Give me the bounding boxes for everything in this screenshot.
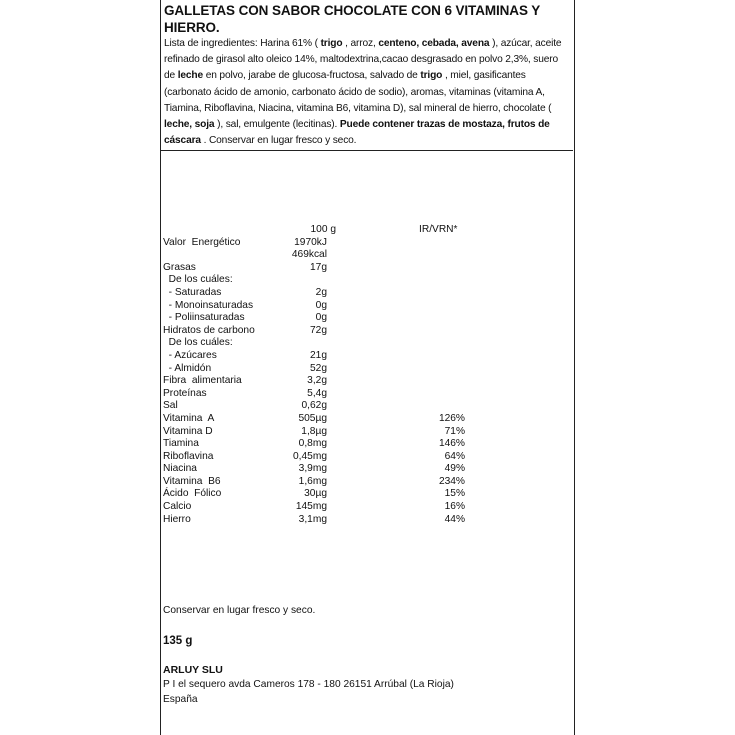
- nutrient-percent: 44%: [444, 513, 465, 525]
- nutrition-row: [163, 501, 568, 514]
- ingredient-text: , arroz,: [342, 38, 379, 49]
- nutrient-percent: 49%: [444, 463, 465, 475]
- nutrient-value: 52g: [310, 362, 327, 374]
- nutrient-name: - Azúcares: [163, 349, 217, 361]
- nutrient-value: 3,1mg: [298, 513, 327, 525]
- reference-intake-header: IR/VRN*: [419, 224, 458, 235]
- allergen-text: leche, soja: [164, 119, 215, 131]
- nutrient-name: Ácido Fólico: [163, 488, 222, 500]
- nutrition-row: [163, 237, 568, 250]
- nutrient-name: Vitamina D: [163, 425, 213, 437]
- nutrition-row: [163, 476, 568, 489]
- nutrient-value: 3,9mg: [298, 463, 327, 475]
- nutrient-name: Hierro: [163, 513, 191, 525]
- nutrient-name: De los cuáles:: [163, 337, 233, 349]
- nutrition-row: [163, 388, 568, 401]
- nutrient-name: Hidratos de carbono: [163, 324, 255, 336]
- nutrient-value: 72g: [310, 324, 327, 336]
- nutrition-row: [163, 337, 568, 350]
- ingredients-list: [164, 36, 570, 149]
- nutrition-row: [163, 287, 568, 300]
- ingredient-text: Lista de ingredientes: Harina 61% (: [164, 38, 321, 49]
- nutrient-value: 2g: [315, 286, 327, 298]
- nutrient-name: Tiamina: [163, 438, 199, 450]
- nutrition-row: [163, 463, 568, 476]
- nutrient-name: - Monoinsaturadas: [163, 299, 254, 311]
- nutrient-name: Valor Energético: [163, 236, 241, 248]
- ingredient-text: . Conservar en lugar fresco y seco.: [200, 135, 357, 147]
- nutrient-name: Proteínas: [163, 387, 207, 399]
- nutrient-name: Riboflavina: [163, 450, 214, 462]
- storage-note: Conservar en lugar fresco y seco.: [163, 605, 316, 616]
- nutrient-name: - Poliinsaturadas: [163, 312, 245, 324]
- nutrition-row: [163, 375, 568, 388]
- nutrient-value: 145mg: [295, 501, 327, 513]
- allergen-text: trigo: [320, 38, 343, 49]
- nutrient-name: - Saturadas: [163, 286, 222, 298]
- ingredient-text: ), azúcar, aceite refinado de girasol alto oleico 14%, maltodextrina,cacao desgrasado en polvo 2,3%, suero de: [164, 38, 562, 82]
- nutrient-name: Grasas: [163, 261, 196, 273]
- nutrition-row: [163, 363, 568, 376]
- nutrient-percent: 126%: [438, 412, 465, 424]
- allergen-text: leche: [177, 70, 204, 82]
- nutrient-name: Fibra alimentaria: [163, 375, 242, 387]
- ingredient-text: ), sal, emulgente (lecitinas).: [214, 119, 340, 131]
- nutrient-value: 30µg: [304, 488, 327, 500]
- allergen-text: centeno, cebada, avena: [378, 38, 490, 49]
- nutrient-value: 17g: [310, 261, 327, 273]
- nutrient-value: 469kcal: [291, 249, 327, 261]
- nutrient-value: 1970kJ: [294, 236, 327, 248]
- nutrition-row: [163, 451, 568, 464]
- section-divider: [160, 150, 573, 151]
- nutrient-name: De los cuáles:: [163, 274, 233, 286]
- product-title: GALLETAS CON SABOR CHOCOLATE CON 6 VITAMINAS Y HIERRO.: [164, 3, 540, 35]
- nutrition-row: [163, 413, 568, 426]
- net-weight: 135 g: [163, 635, 193, 647]
- nutrition-row: [163, 325, 568, 338]
- nutrient-value: 1,8µg: [301, 425, 327, 437]
- nutrient-value: 0,62g: [301, 400, 327, 412]
- nutrition-row: [163, 274, 568, 287]
- manufacturer-address: P I el sequero avda Cameros 178 - 180 26151 Arrúbal (La Rioja): [163, 679, 454, 690]
- nutrient-name: Niacina: [163, 463, 197, 475]
- nutrient-value: 0g: [315, 299, 327, 311]
- nutrition-row: [163, 249, 568, 262]
- nutrient-value: 5,4g: [307, 387, 327, 399]
- nutrition-row: [163, 262, 568, 275]
- nutrient-name: - Almidón: [163, 362, 212, 374]
- nutrition-row: [163, 350, 568, 363]
- nutrient-percent: 64%: [444, 450, 465, 462]
- nutrient-value: 3,2g: [307, 375, 327, 387]
- nutrition-row: [163, 426, 568, 439]
- nutrition-row: [163, 400, 568, 413]
- nutrient-percent: 146%: [438, 438, 465, 450]
- nutrient-value: 21g: [310, 349, 327, 361]
- nutrient-name: Calcio: [163, 501, 192, 513]
- nutrient-value: 0,8mg: [298, 438, 327, 450]
- nutrient-percent: 15%: [444, 488, 465, 500]
- nutrient-value: 505µg: [298, 412, 327, 424]
- nutrient-name: Vitamina B6: [163, 475, 221, 487]
- ingredient-text: , miel, gasificantes (carbonato ácido de amonio, carbonato ácido de sodio), aromas, vitaminas (vitamina A, Tiamina, Riboflavina, Niacina, vitamina B6, vitamina D), sal mineral de hierro, chocolate (: [164, 70, 552, 114]
- allergen-text: trigo: [420, 70, 443, 82]
- nutrient-value: 0,45mg: [293, 450, 327, 462]
- manufacturer-name: ARLUY SLU: [163, 664, 223, 676]
- nutrition-row: [163, 312, 568, 325]
- nutrition-header: [163, 224, 568, 237]
- nutrient-percent: 71%: [444, 425, 465, 437]
- nutrient-value: 1,6mg: [298, 475, 327, 487]
- allergen-text: Puede contener trazas de mostaza, frutos de cáscara: [164, 119, 550, 147]
- ingredient-text: en polvo, jarabe de glucosa-fructosa, salvado de: [203, 70, 421, 82]
- nutrient-percent: 234%: [438, 475, 465, 487]
- nutrition-row: [163, 488, 568, 501]
- nutrient-percent: 16%: [444, 501, 465, 513]
- manufacturer-country: España: [163, 694, 198, 705]
- per-100g-header: 100 g: [310, 224, 336, 235]
- nutrition-row: [163, 514, 568, 527]
- nutrient-name: Vitamina A: [163, 412, 215, 424]
- nutrient-value: 0g: [315, 312, 327, 324]
- nutrient-name: Sal: [163, 400, 178, 412]
- nutrition-row: [163, 438, 568, 451]
- nutrition-table: [163, 224, 568, 526]
- nutrition-row: [163, 300, 568, 313]
